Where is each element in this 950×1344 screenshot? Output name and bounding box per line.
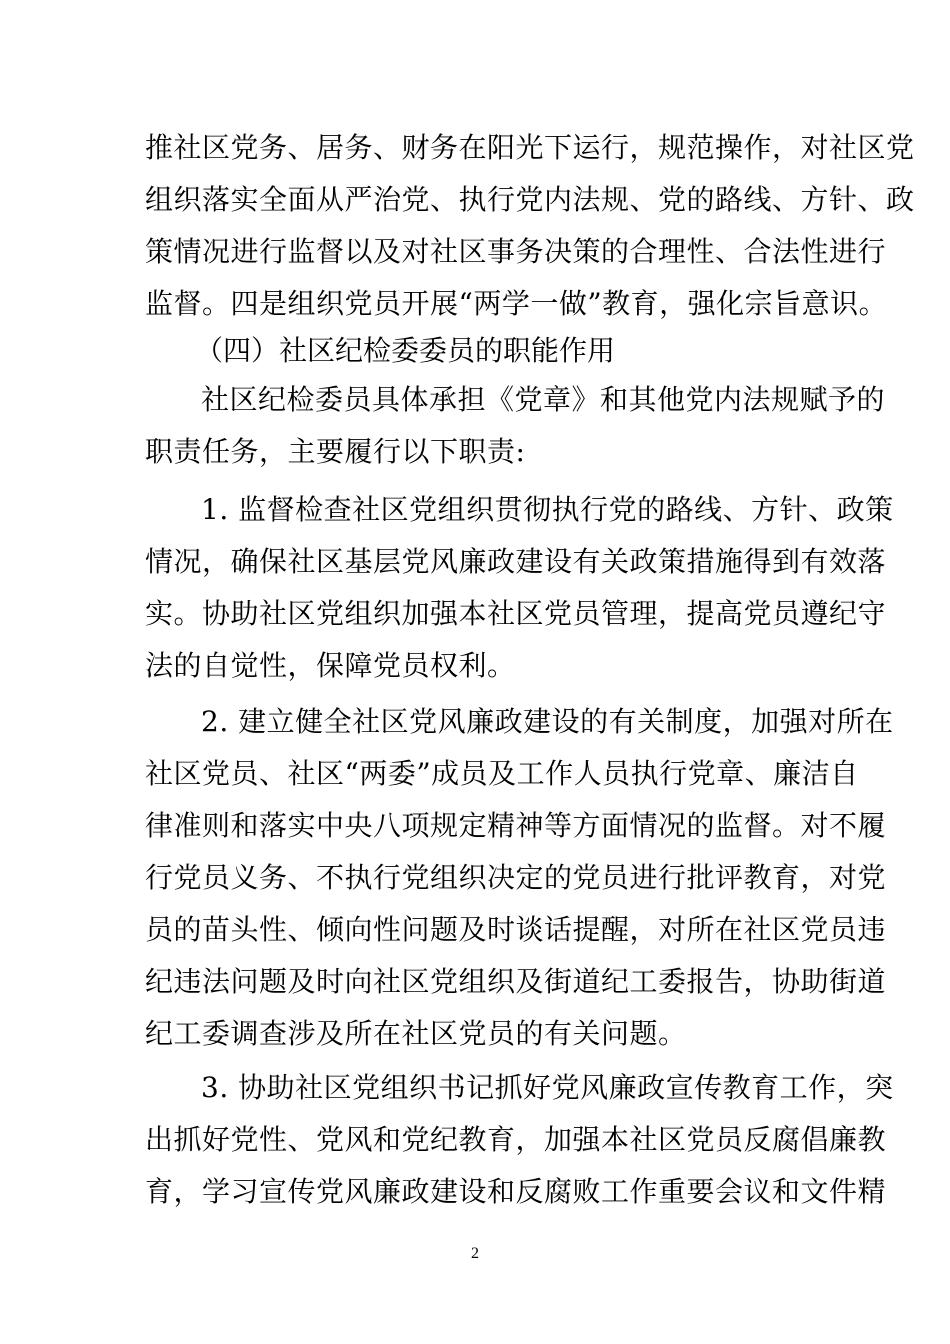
text-line: 律准则和落实中央八项规定精神等方面情况的监督。对不履 bbox=[145, 809, 887, 842]
text-line: 社区党员、社区“两委”成员及工作人员执行党章、廉洁自 bbox=[145, 757, 859, 790]
text-line: 出抓好党性、党风和党纪教育，加强本社区党员反腐倡廉教 bbox=[145, 1123, 887, 1156]
text-line: 2. 建立健全社区党风廉政建设的有关制度，加强对所在 bbox=[201, 705, 894, 738]
text-line: 情况，确保社区基层党风廉政建设有关政策措施得到有效落 bbox=[145, 545, 887, 578]
text-line: 纪工委调查涉及所在社区党员的有关问题。 bbox=[145, 1017, 687, 1050]
text-line: 推社区党务、居务、财务在阳光下运行，规范操作，对社区党 bbox=[145, 131, 915, 164]
text-line: 组织落实全面从严治党、执行党内法规、党的路线、方针、政 bbox=[145, 183, 915, 216]
text-line: 行党员义务、不执行党组织决定的党员进行批评教育，对党 bbox=[145, 861, 887, 894]
text-line: 实。协助社区党组织加强本社区党员管理，提高党员遵纪守 bbox=[145, 597, 887, 630]
text-line: 法的自觉性，保障党员权利。 bbox=[145, 649, 516, 682]
list-item-2 bbox=[145, 696, 894, 1060]
text-line: 监督。四是组织党员开展“两学一做”教育，强化宗旨意识。 bbox=[145, 287, 888, 320]
section-heading: （四）社区纪检委委员的职能作用 bbox=[195, 334, 616, 367]
text-line: 职责任务，主要履行以下职责: bbox=[145, 435, 526, 468]
text-line: 员的苗头性、倾向性问题及时谈话提醒，对所在社区党员违 bbox=[145, 913, 887, 946]
text-line: 3. 协助社区党组织书记抓好党风廉政宣传教育工作，突 bbox=[201, 1071, 894, 1104]
text-line: 育，学习宣传党风廉政建设和反腐败工作重要会议和文件精 bbox=[145, 1175, 887, 1208]
text-line: 社区纪检委员具体承担《党章》和其他党内法规赋予的 bbox=[201, 383, 886, 416]
list-item-3 bbox=[145, 1062, 894, 1218]
paragraph-continuation bbox=[145, 122, 915, 330]
text-line: 1. 监督检查社区党组织贯彻执行党的路线、方针、政策 bbox=[201, 493, 894, 526]
text-line: 策情况进行监督以及对社区事务决策的合理性、合法性进行 bbox=[145, 235, 887, 268]
list-item-1 bbox=[145, 484, 894, 692]
page-number: 2 bbox=[471, 1245, 479, 1262]
paragraph-intro bbox=[145, 374, 886, 478]
text-line: 纪违法问题及时向社区党组织及街道纪工委报告，协助街道 bbox=[145, 965, 887, 998]
